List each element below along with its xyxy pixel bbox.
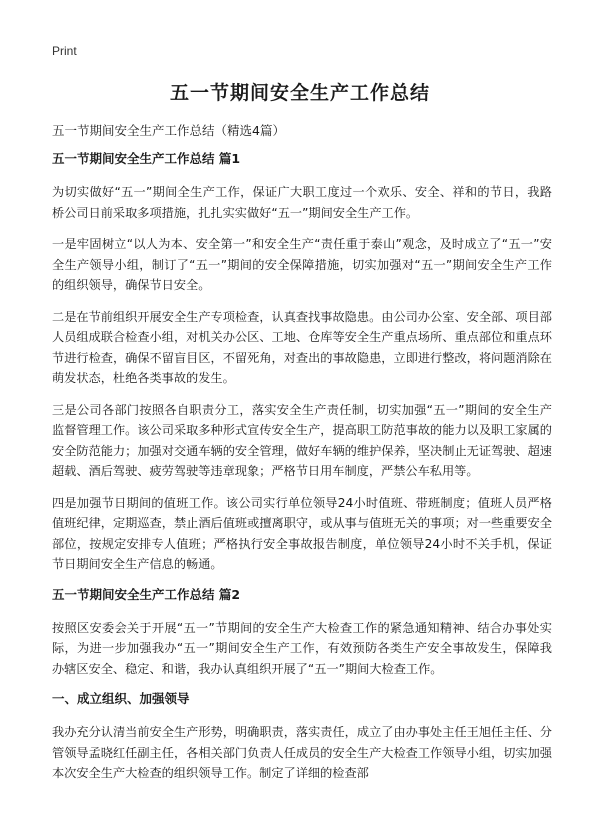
paragraph: 四是加强节日期间的值班工作。该公司实行单位领导24小时值班、带班制度；值班人员严格值班纪律，定期巡查，禁止酒后值班或擅离职守，或从事与值班无关的事项；对一些重要安全部位，按规定安排专人值班；严格执行安全事故报告制度，单位领导24小时不关手机，保证节日期间安全生产信息的畅通。: [52, 495, 552, 571]
paragraph: 我办充分认清当前安全生产形势，明确职责，落实责任，成立了由办事处主任王旭任主任、分管领导孟晓红任副主任，各相关部门负责人任成员的安全生产大检查工作领导小组，切实加强本次安全生产大检查的组织领导工作。制定了详细的检查部: [52, 725, 552, 780]
document-body: [52, 150, 552, 795]
subsection-heading: 一、成立组织、加强领导: [52, 691, 190, 706]
print-label[interactable]: Print: [52, 44, 77, 58]
paragraph: 三是公司各部门按照各自职责分工，落实安全生产责任制，切实加强“五一”期间的安全生产监督管理工作。该公司采取多种形式宣传安全生产，提高职工防范事故的能力以及职工家属的安全防范能力；加强对交通车辆的安全管理，做好车辆的维护保养，坚决制止无证驾驶、超速超载、酒后驾驶、疲劳驾驶等违章现象；严格节日用车制度，严禁公车私用等。: [52, 402, 552, 478]
paragraph: 按照区安委会关于开展“五一”节期间的安全生产大检查工作的紧急通知精神、结合办事处实际，为进一步加强我办“五一”期间安全生产工作，有效预防各类生产安全事故发生，保障我办辖区安全、稳定、和谐，我办认真组织开展了“五一”期间大检查工作。: [52, 620, 552, 676]
page-title: 五一节期间安全生产工作总结: [169, 82, 430, 104]
section-heading-1: 五一节期间安全生产工作总结 篇1: [52, 151, 241, 166]
paragraph: 一是牢固树立“以人为本、安全第一”和安全生产“责任重于泰山”观念，及时成立了“五一”安全生产领导小组，制订了“五一”期间的安全保障措施，切实加强对“五一”期间安全生产工作的组织领导，确保节日安全。: [52, 237, 552, 292]
paragraph: 二是在节前组织开展安全生产专项检查，认真查找事故隐患。由公司办公室、安全部、项目部人员组成联合检查小组，对机关办公区、工地、仓库等安全生产重点场所、重点部位和重点环节进行检查，确保不留盲目区，不留死角，对查出的事故隐患，立即进行整改，将问题消除在萌发状态，杜绝各类事故的发生。: [52, 309, 552, 385]
section-heading-2: 五一节期间安全生产工作总结 篇2: [52, 586, 241, 602]
paragraph: 为切实做好“五一”期间全生产工作，保证广大职工度过一个欢乐、安全、祥和的节日，我路桥公司日前采取多项措施，扎扎实实做好“五一”期间安全生产工作。: [52, 185, 552, 220]
document-subtitle: 五一节期间安全生产工作总结（精选4篇）: [52, 123, 285, 138]
